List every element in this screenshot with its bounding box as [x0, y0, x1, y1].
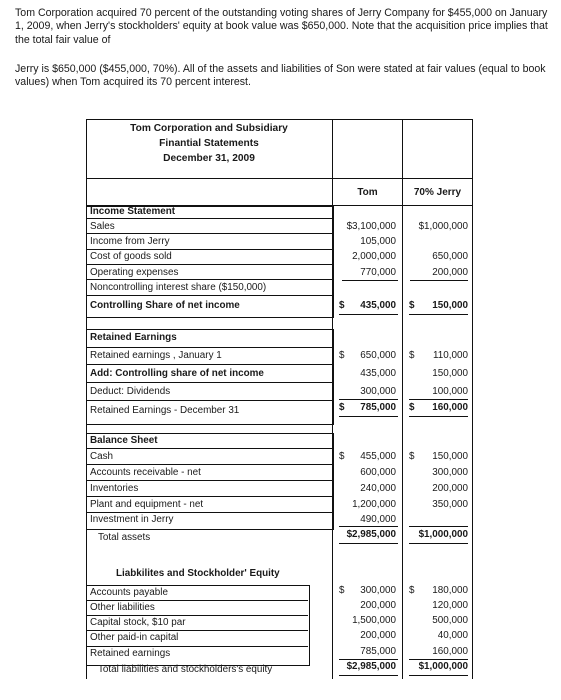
col-divider-tom — [402, 119, 403, 679]
ppe-jerry: 350,000 — [432, 499, 468, 510]
underline — [339, 659, 398, 660]
retained-heading: Retained Earnings — [90, 332, 177, 343]
cash-label: Cash — [90, 451, 114, 462]
row-line — [86, 600, 308, 601]
inc-jerry-label: Income from Jerry — [90, 236, 170, 247]
ppe-tom: 1,200,000 — [352, 499, 396, 510]
total-assets-tom: $2,985,000 — [346, 529, 396, 540]
dollar-sign: $ — [409, 451, 415, 462]
re-jan1-jerry: 110,000 — [433, 350, 468, 361]
ap-label: Accounts payable — [90, 587, 168, 598]
double-underline — [409, 675, 468, 676]
double-underline — [409, 416, 468, 417]
sales-jerry: $1,000,000 — [418, 221, 468, 232]
inv-jerry: 200,000 — [432, 483, 468, 494]
statement-company: Tom Corporation and Subsidiary — [130, 123, 288, 134]
row-line — [86, 279, 332, 280]
total-liab-label: Total liabilities and stockholders's equity — [98, 664, 273, 675]
cash-tom: 455,000 — [360, 451, 396, 462]
dollar-sign: $ — [409, 402, 415, 413]
financial-statement-table — [86, 119, 474, 679]
row-line — [86, 448, 332, 449]
header-divider — [86, 178, 473, 179]
ctrl-tom: 435,000 — [360, 300, 396, 311]
liab-heading: Liabkilites and Stockholder' Equity — [116, 568, 280, 579]
re-add-jerry: 150,000 — [432, 368, 468, 379]
apic-label: Other paid-in capital — [90, 632, 179, 643]
underline — [339, 526, 398, 527]
re-dec31-tom: 785,000 — [360, 402, 396, 413]
re-dec31-label: Retained Earnings - December 31 — [90, 405, 240, 416]
re-div-label: Deduct: Dividends — [90, 386, 171, 397]
re-bs-tom: 785,000 — [360, 646, 396, 657]
statement-date: December 31, 2009 — [163, 153, 255, 164]
income-heading: Income Statement — [90, 206, 176, 217]
other-liab-tom: 200,000 — [360, 600, 396, 611]
cogs-tom: 2,000,000 — [352, 251, 396, 262]
ppe-label: Plant and equipment - net — [90, 499, 204, 510]
row-line — [86, 496, 332, 497]
underline — [409, 526, 468, 527]
dollar-sign: $ — [339, 300, 345, 311]
invest-tom: 490,000 — [360, 514, 396, 525]
ar-tom: 600,000 — [360, 467, 396, 478]
ctrl-jerry: 150,000 — [432, 300, 468, 311]
dollar-sign: $ — [409, 300, 415, 311]
ap-jerry: 180,000 — [432, 585, 468, 596]
re-bs-label: Retained earnings — [90, 648, 171, 659]
re-div-jerry: 100,000 — [432, 386, 468, 397]
capital-tom: 1,500,000 — [352, 615, 396, 626]
row-line — [86, 233, 332, 234]
row-line — [86, 249, 332, 250]
intro-paragraph-1: Tom Corporation acquired 70 percent of the outstanding voting shares of Jerry Company for $455,000 on January 1, 2009, when Jerry's stockholders' equity at book value was $650,000. Note that the acquisition price implies that the total fair value of — [15, 7, 548, 46]
underline — [410, 280, 468, 281]
row-line — [86, 630, 308, 631]
double-underline — [339, 314, 398, 315]
underline — [409, 659, 468, 660]
col-header-tom: Tom — [357, 187, 378, 198]
dollar-sign: $ — [339, 585, 345, 596]
re-dec31-jerry: 160,000 — [432, 402, 468, 413]
invest-label: Investment in Jerry — [90, 514, 174, 525]
row-line — [86, 480, 332, 481]
double-underline — [409, 314, 468, 315]
row-line — [86, 218, 332, 219]
dollar-sign: $ — [339, 402, 345, 413]
apic-jerry: 40,000 — [437, 630, 468, 641]
cash-jerry: 150,000 — [432, 451, 468, 462]
double-underline — [339, 675, 398, 676]
cogs-label: Cost of goods sold — [90, 251, 172, 262]
balance-heading: Balance Sheet — [90, 435, 158, 446]
dollar-sign: $ — [339, 350, 345, 361]
other-liab-label: Other liabilities — [90, 602, 155, 613]
apic-tom: 200,000 — [360, 630, 396, 641]
top-border — [86, 119, 473, 120]
underline — [339, 399, 398, 400]
row-line — [86, 347, 332, 348]
other-liab-jerry: 120,000 — [432, 600, 468, 611]
double-underline — [339, 416, 398, 417]
double-underline — [409, 543, 468, 544]
inc-jerry-tom: 105,000 — [360, 236, 396, 247]
dollar-sign: $ — [409, 350, 415, 361]
opex-jerry: 200,000 — [432, 267, 468, 278]
right-border — [472, 119, 473, 679]
ctrl-label: Controlling Share of net income — [90, 300, 240, 311]
opex-label: Operating expenses — [90, 267, 179, 278]
ap-tom: 300,000 — [360, 585, 396, 596]
total-liab-jerry: $1,000,000 — [418, 661, 468, 672]
double-underline — [339, 543, 398, 544]
row-line — [86, 382, 332, 383]
re-bs-jerry: 160,000 — [432, 646, 468, 657]
row-line — [86, 615, 308, 616]
row-line — [86, 295, 332, 296]
row-line — [86, 464, 332, 465]
re-add-label: Add: Controlling share of net income — [90, 368, 264, 379]
total-liab-tom: $2,985,000 — [346, 661, 396, 672]
total-assets-label: Total assets — [98, 532, 151, 543]
re-add-tom: 435,000 — [360, 368, 396, 379]
opex-tom: 770,000 — [360, 267, 396, 278]
total-assets-jerry: $1,000,000 — [418, 529, 468, 540]
statement-title: Finantial Statements — [159, 138, 259, 149]
col-header-jerry: 70% Jerry — [413, 187, 462, 198]
capital-jerry: 500,000 — [432, 615, 468, 626]
sales-label: Sales — [90, 221, 115, 232]
inv-label: Inventories — [90, 483, 139, 494]
cogs-jerry: 650,000 — [432, 251, 468, 262]
sales-tom: $3,100,000 — [346, 221, 396, 232]
row-line — [86, 364, 332, 365]
dollar-sign: $ — [409, 585, 415, 596]
capital-label: Capital stock, $10 par — [90, 617, 186, 628]
underline — [342, 280, 398, 281]
intro-paragraph-2: Jerry is $650,000 ($455,000, 70%). All of the assets and liabilities of Son were stated at fair values (equal to book values) when Tom acquired its 70 percent interest. — [15, 63, 546, 89]
row-line — [86, 512, 332, 513]
re-jan1-label: Retained earnings , January 1 — [90, 350, 222, 361]
row-line — [86, 400, 332, 401]
dollar-sign: $ — [339, 451, 345, 462]
nci-label: Noncontrolling interest share ($150,000) — [90, 282, 267, 293]
underline — [409, 399, 468, 400]
row-line — [86, 646, 308, 647]
inv-tom: 240,000 — [360, 483, 396, 494]
re-div-tom: 300,000 — [360, 386, 396, 397]
re-jan1-tom: 650,000 — [360, 350, 396, 361]
ar-label: Accounts receivable - net — [90, 467, 201, 478]
row-line — [86, 264, 332, 265]
ar-jerry: 300,000 — [432, 467, 468, 478]
